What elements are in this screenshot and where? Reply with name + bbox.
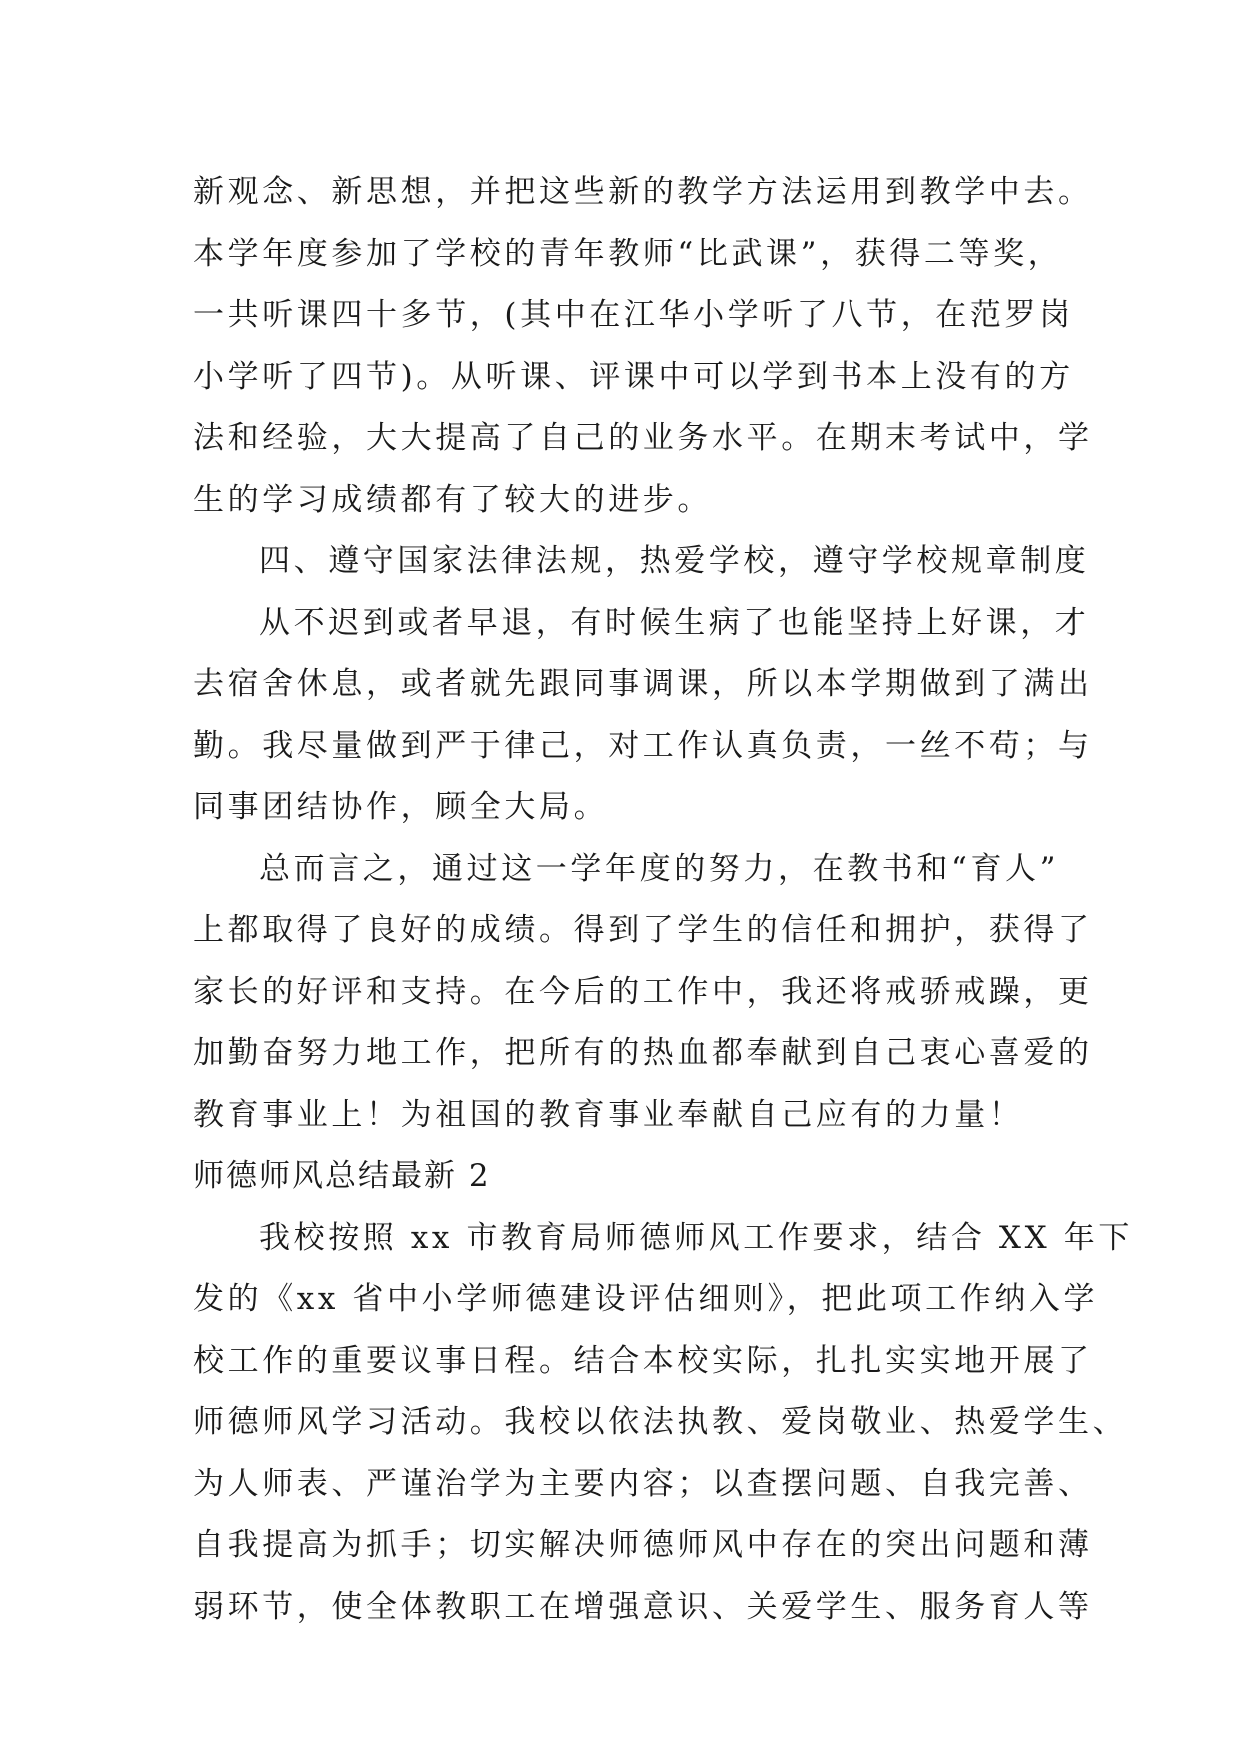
text-line: 我校按照 xx 市教育局师德师风工作要求，结合 XX 年下 — [259, 1219, 1133, 1256]
text-line: 从不迟到或者早退，有时候生病了也能坚持上好课，才 — [259, 604, 1090, 641]
text-line: 本学年度参加了学校的青年教师“比武课”，获得二等奖， — [193, 235, 1063, 272]
text-line: 总而言之，通过这一学年度的努力，在教书和“育人” — [259, 850, 1060, 887]
text-line: 校工作的重要议事日程。结合本校实际，扎扎实实地开展了 — [193, 1342, 1093, 1379]
document-body — [193, 162, 1133, 1638]
section-heading-line: 四、遵守国家法律法规，热爱学校，遵守学校规章制度 — [259, 543, 1090, 579]
text-line: 同事团结协作，顾全大局。 — [193, 789, 609, 825]
text-line: 加勤奋努力地工作，把所有的热血都奉献到自己衷心喜爱的 — [193, 1035, 1093, 1071]
text-line: 生的学习成绩都有了较大的进步。 — [193, 481, 712, 518]
article-title: 师德师风总结最新 2 — [193, 1158, 491, 1194]
text-line: 一共听课四十多节，(其中在江华小学听了八节，在范罗岗 — [193, 297, 1074, 333]
text-line: 新观念、新思想，并把这些新的教学方法运用到教学中去。 — [193, 174, 1093, 210]
text-line: 小学听了四节)。从听课、评课中可以学到书本上没有的方 — [193, 358, 1074, 395]
text-line: 法和经验，大大提高了自己的业务水平。在期末考试中，学 — [193, 420, 1093, 456]
text-line: 上都取得了良好的成绩。得到了学生的信任和拥护，获得了 — [193, 912, 1093, 948]
text-line: 为人师表、严谨治学为主要内容；以查摆问题、自我完善、 — [193, 1465, 1093, 1502]
text-line: 勤。我尽量做到严于律己，对工作认真负责，一丝不苟；与 — [193, 727, 1093, 764]
text-line: 发的《xx 省中小学师德建设评估细则》，把此项工作纳入学 — [193, 1281, 1099, 1317]
text-line: 去宿舍休息，或者就先跟同事调课，所以本学期做到了满出 — [193, 666, 1093, 702]
text-line: 家长的好评和支持。在今后的工作中，我还将戒骄戒躁，更 — [193, 973, 1093, 1010]
text-line: 师德师风学习活动。我校以依法执教、爱岗敬业、热爱学生、 — [193, 1404, 1128, 1440]
text-line: 教育事业上！为祖国的教育事业奉献自己应有的力量！ — [193, 1096, 1024, 1133]
text-line: 自我提高为抓手；切实解决师德师风中存在的突出问题和薄 — [193, 1527, 1093, 1563]
text-line: 弱环节，使全体教职工在增强意识、关爱学生、服务育人等 — [193, 1588, 1093, 1625]
